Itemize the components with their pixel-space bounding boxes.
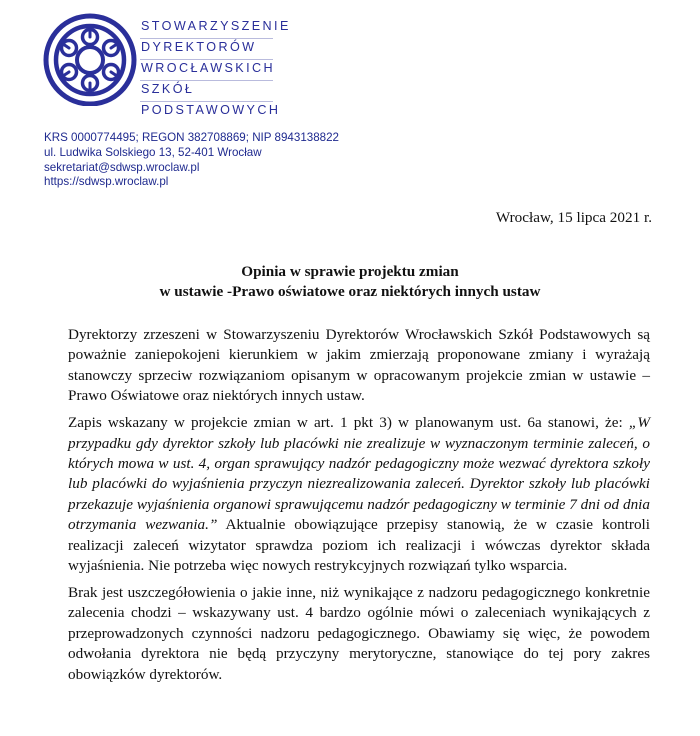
- paragraph: Dyrektorzy zrzeszeni w Stowarzyszeniu Dyrektorów Wrocławskich Szkół Podstawowych są poważnie zaniepokojeni kierunkiem w jakim zmierzają proponowane zmiany i wyrażają stanowczy sprzeciw rozwiązaniom opisanym w opracowanym projekcie zmian w ustawie – Prawo Oświatowe oraz niektórych innych ustaw.: [68, 326, 650, 405]
- org-name-line: DYREKTORÓW: [140, 39, 273, 60]
- circular-ring-logo-icon: [42, 10, 138, 106]
- org-name-line: PODSTAWOWYCH: [141, 103, 281, 117]
- email-link[interactable]: sekretariat@sdwsp.wroclaw.pl: [44, 160, 200, 174]
- organization-logo: [42, 10, 292, 120]
- website-link[interactable]: https://sdwsp.wroclaw.pl: [44, 175, 169, 189]
- org-name-line: WROCŁAWSKICH: [140, 60, 273, 81]
- organization-name: [140, 18, 291, 122]
- paragraph: Brak jest uszczegółowienia o jakie inne, niż wynikające z nadzoru pedagogicznego konkretnie zalecenia chodzi – wskazywany ust. 4 bardzo ogólnie mówi o zaleceniach wynikających z przeprowadzonych czynności nadzoru pedagogicznego. Obawiamy się więc, że powodem odwołania dyrektora nie będą przyczyny merytoryczne, stanowiące do tej pory zakres obowiązków dyrektorów.: [68, 583, 650, 683]
- paragraph-text: Aktualnie obowiązujące przepisy stanowią, że w czasie kontroli realizacji zaleceń wizytator sprawdza poziom ich realizacji i wówczas dyrektor składa wyjaśnienia. Nie potrzeba więc nowych restrykcyjnych rozwiązań tylko wsparcia.: [68, 516, 650, 574]
- paragraph: [68, 413, 650, 576]
- quoted-provision: „W przypadku gdy dyrektor szkoły lub placówki nie zrealizuje w wyznaczonym terminie zaleceń, o których mowa w ust. 4, organ sprawujący nadzór pedagogiczny może wezwać dyrektora szkoły lub placówki do wyjaśnienia przyczyn niezrealizowania zaleceń. Dyrektor szkoły lub placówki przekazuje wyjaśnienia organowi sprawującemu nadzór pedagogiczny w terminie 7 dni od dnia otrzymania wezwania.”: [68, 414, 650, 534]
- address: ul. Ludwika Solskiego 13, 52-401 Wrocław: [44, 145, 262, 159]
- title-line: w ustawie -Prawo oświatowe oraz niektórych innych ustaw: [159, 283, 541, 300]
- registry-numbers: KRS 0000774495; REGON 382708869; NIP 8943138822: [44, 131, 340, 144]
- document-title: [0, 262, 700, 302]
- title-line: Opinia w sprawie projektu zmian: [241, 263, 459, 280]
- contact-block: [44, 131, 339, 190]
- paragraph-intro: Zapis wskazany w projekcie zmian w art. 1 pkt 3) w planowanym ust. 6a stanowi, że:: [68, 414, 623, 432]
- org-name-line: SZKÓŁ: [140, 81, 273, 102]
- org-name-line: STOWARZYSZENIE: [140, 18, 273, 39]
- document-body: [68, 325, 650, 691]
- document-date: Wrocław, 15 lipca 2021 r.: [495, 209, 652, 226]
